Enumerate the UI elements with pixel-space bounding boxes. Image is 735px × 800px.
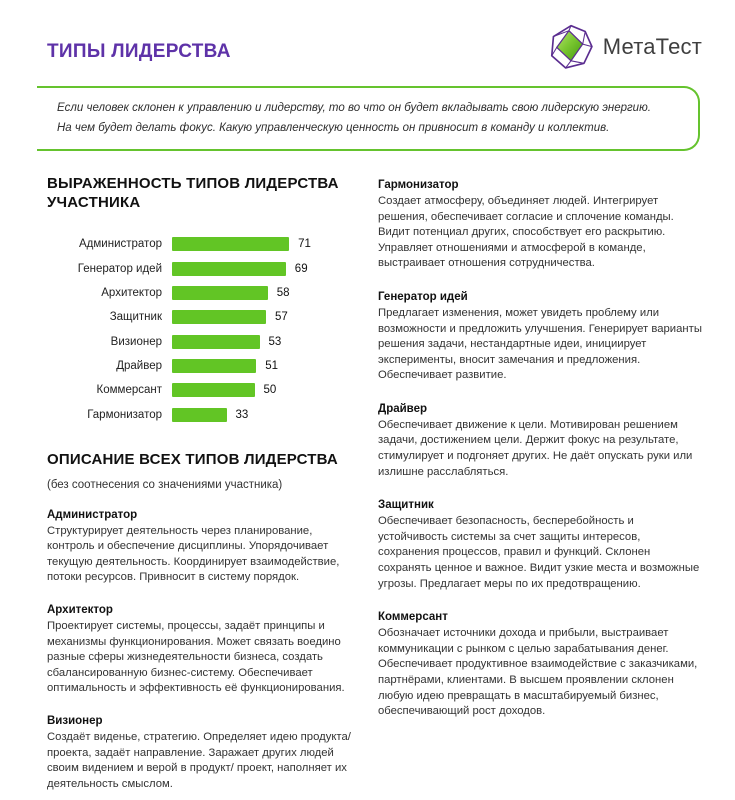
metatest-logo [548,24,702,70]
section-text: Обеспечивает безопасность, бесперебойность и устойчивость системы за счет защиты интересов, сохранения процессов, правил и функций. Склонен сохранять ценное и важное. Видит узкие места и возможные угрозы. Предлагает меры по их предотвращению. [378,515,700,590]
section-title: Драйвер [378,402,428,415]
description-section [378,499,702,592]
right-column [378,174,702,792]
bar-label: Защитник [109,311,162,324]
descriptions-right [378,179,702,720]
description-section [378,179,702,272]
bar [172,335,260,349]
descriptions-title: ОПИСАНИЕ ВСЕХ ТИПОВ ЛИДЕРСТВА [47,451,338,469]
bar-label: Коммерсант [96,384,162,397]
section-title: Архитектор [47,603,113,616]
bar [172,237,289,251]
chart-title: ВЫРАЖЕННОСТЬ ТИПОВ ЛИДЕРСТВА УЧАСТНИКА [47,174,339,212]
bar-value: 50 [263,384,277,397]
chart-row [47,330,360,354]
descriptions-subtitle: (без соотнесения со значениями участника) [47,478,283,491]
bar-label: Архитектор [101,286,162,299]
section-text: Обеспечивает движение к цели. Мотивирован решением задачи, достижением цели. Держит фокус на результате, стимулирует и подгоняет других. Не даёт опускать руки или излишне расслабляться. [378,418,693,478]
section-title: Администратор [47,508,138,521]
logo-text: МетаТест [602,34,702,59]
left-column [47,174,360,792]
bar-label: Драйвер [116,360,162,373]
bar-value: 58 [276,286,290,299]
chart-row [47,256,360,280]
chart-row [47,403,360,427]
bar [172,310,266,324]
description-section [378,403,702,480]
report-body [47,174,702,792]
bar [172,383,255,397]
chart-row [47,354,360,378]
leadership-bar-chart [47,232,360,427]
bar [172,408,227,422]
chart-row [47,232,360,256]
section-title: Защитник [378,499,434,512]
section-text: Проектирует системы, процессы, задаёт принципы и механизмы функционирования. Может связать воедино разные сферы жизнедеятельности бизнеса, создать сбалансированную бизнес-систему. Обеспечивает оптимальность и эффективность её функционирования. [47,619,345,695]
section-title: Генератор идей [378,290,468,303]
bar-label: Визионер [110,335,162,348]
intro-callout [37,86,700,151]
section-text: Структурирует деятельность через планирование, контроль и обеспечение дисциплины. Упорядочивает текущую деятельность. Координирует взаимодействие, потоки ресурсов. Привносит в систему порядок. [47,524,340,584]
chart-row [47,378,360,402]
section-text: Обозначает источники дохода и прибыли, выстраивает коммуникации с рынком с целью зарабатывания денег. Обеспечивает продуктивное взаимодействие с заказчиками, партнёрами, клиентами. В высшем проявлении склонен любую идею превращать в масштабируемый бизнес, обеспечивающий рост доходов. [378,627,698,718]
page-title: ТИПЫ ЛИДЕРСТВА [47,41,231,62]
bar-value: 69 [294,262,308,275]
description-section [47,604,360,697]
bar-label: Генератор идей [77,262,162,275]
chart-row [47,305,360,329]
descriptions-left [47,509,360,793]
bar-label: Администратор [79,238,162,251]
bar-value: 51 [265,360,278,373]
description-section [378,291,702,384]
section-title: Гармонизатор [378,178,459,191]
section-title: Коммерсант [378,611,448,624]
gem-logo-icon [548,24,594,70]
chart-row [47,281,360,305]
section-title: Визионер [47,714,103,727]
bar [172,286,268,300]
page-header [47,20,702,70]
bar-value: 71 [298,238,311,251]
bar [172,262,286,276]
intro-text: Если человек склонен к управлению и лидерству, то во что он будет вкладывать свою лидерскую энергию. На чем будет делать фокус. Какую управленческую ценность он привносит в команду и коллектив. [57,102,651,135]
bar-label: Гармонизатор [87,408,162,421]
description-section [378,611,702,720]
description-section [47,715,360,792]
bar-value: 57 [275,311,288,324]
bar-value: 53 [268,335,282,348]
section-text: Создаёт виденье, стратегию. Определяет идею продукта/ проекта, задаёт направление. Заражает других людей своим видением и верой в продукт/ проект, наполняет их деятельность смыслом. [47,730,351,790]
description-section [47,509,360,586]
bar [172,359,256,373]
section-text: Предлагает изменения, может увидеть проблему или возможности и предложить улучшения. Генерирует варианты решения задачи, нестандартные идеи, инициирует эксперименты, вносит замечания и предложения. Обеспечивает развитие. [378,306,702,382]
section-text: Создает атмосферу, объединяет людей. Интегрирует решения, обеспечивает согласие и сплочение команды. Видит потенциал других, способствует его раскрытию. Управляет отношениями и атмосферой в команде, выстраивает отношения сотрудничества. [378,194,674,270]
bar-value: 33 [235,408,249,421]
